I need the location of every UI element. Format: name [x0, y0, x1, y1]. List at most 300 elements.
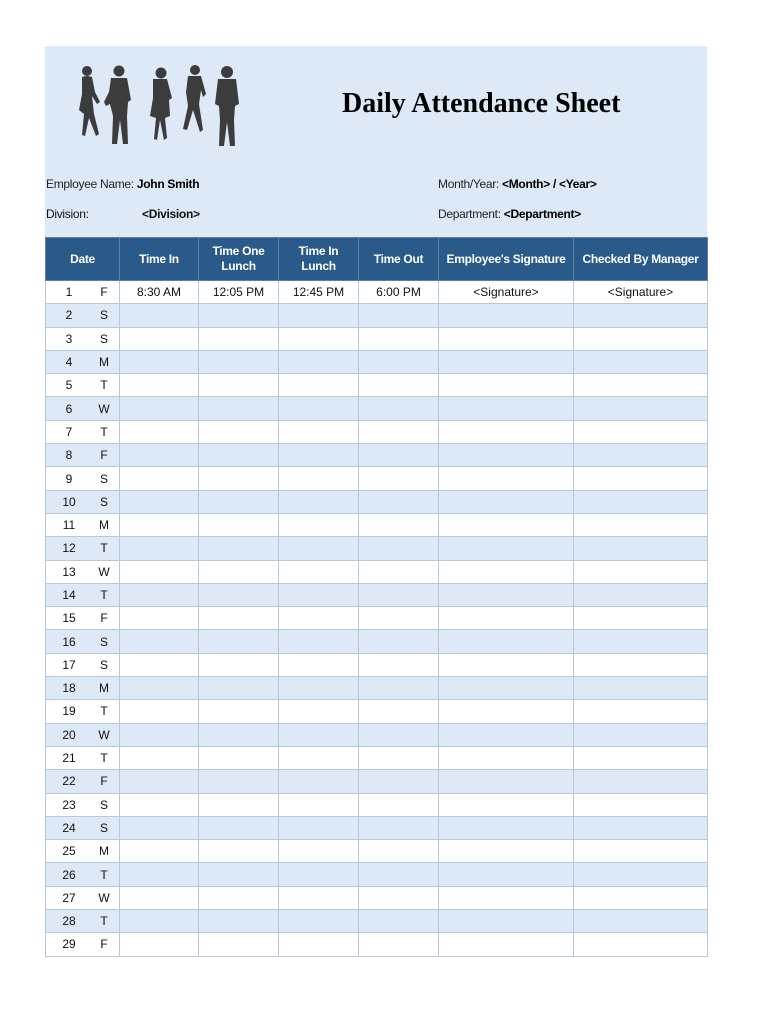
- employee-signature-cell[interactable]: [439, 537, 574, 560]
- manager-check-cell[interactable]: [574, 490, 708, 513]
- time-out-cell[interactable]: [359, 304, 439, 327]
- time-in-cell[interactable]: [120, 397, 199, 420]
- employee-signature-cell[interactable]: [439, 910, 574, 933]
- date-cell: [46, 444, 120, 467]
- table-row: [46, 793, 708, 816]
- day-number: 24: [62, 820, 76, 835]
- day-number: 19: [62, 704, 76, 719]
- date-cell: [46, 886, 120, 909]
- employee-signature-cell[interactable]: [439, 304, 574, 327]
- employee-signature-cell[interactable]: [439, 583, 574, 606]
- manager-check-cell[interactable]: [574, 420, 708, 443]
- time-one-lunch-cell[interactable]: [199, 910, 279, 933]
- time-one-lunch-cell[interactable]: [199, 374, 279, 397]
- time-out-cell[interactable]: [359, 933, 439, 956]
- time-in-lunch-cell[interactable]: [279, 770, 359, 793]
- manager-check-cell[interactable]: [574, 467, 708, 490]
- employee-signature-cell[interactable]: [439, 630, 574, 653]
- weekday-letter: T: [100, 914, 108, 929]
- manager-check-cell[interactable]: [574, 537, 708, 560]
- table-row: [46, 910, 708, 933]
- time-in-lunch-cell[interactable]: [279, 863, 359, 886]
- table-row: [46, 560, 708, 583]
- time-in-cell[interactable]: 8:30 AM: [120, 281, 199, 304]
- time-out-cell[interactable]: [359, 583, 439, 606]
- day-number: 7: [65, 424, 73, 439]
- time-in-cell[interactable]: [120, 863, 199, 886]
- date-cell: [46, 397, 120, 420]
- table-row: [46, 746, 708, 769]
- time-out-cell[interactable]: [359, 746, 439, 769]
- manager-check-cell[interactable]: [574, 653, 708, 676]
- date-cell: [46, 863, 120, 886]
- weekday-letter: M: [99, 518, 109, 533]
- employee-name-label: Employee Name:: [46, 177, 134, 191]
- weekday-letter: S: [99, 820, 108, 835]
- table-row: [46, 513, 708, 536]
- weekday-letter: W: [98, 890, 110, 905]
- column-header-time-in: Time In: [120, 238, 199, 281]
- weekday-letter: W: [98, 401, 110, 416]
- manager-check-cell[interactable]: [574, 350, 708, 373]
- time-in-cell[interactable]: [120, 840, 199, 863]
- weekday-letter: T: [100, 588, 108, 602]
- day-number: 27: [62, 890, 76, 905]
- day-number: 9: [65, 471, 73, 486]
- employee-signature-cell[interactable]: [439, 327, 574, 350]
- time-out-cell[interactable]: [359, 677, 439, 700]
- time-one-lunch-cell[interactable]: [199, 863, 279, 886]
- time-out-cell[interactable]: [359, 537, 439, 560]
- time-out-cell[interactable]: [359, 840, 439, 863]
- time-out-cell[interactable]: [359, 350, 439, 373]
- time-in-lunch-cell[interactable]: [279, 886, 359, 909]
- time-out-cell[interactable]: [359, 397, 439, 420]
- time-one-lunch-cell[interactable]: [199, 840, 279, 863]
- time-in-lunch-cell[interactable]: [279, 397, 359, 420]
- weekday-letter: S: [99, 494, 108, 509]
- table-row: [46, 816, 708, 839]
- time-out-cell[interactable]: [359, 467, 439, 490]
- time-out-cell[interactable]: [359, 560, 439, 583]
- weekday-letter: T: [100, 751, 108, 766]
- table-row: [46, 607, 708, 630]
- time-in-cell[interactable]: [120, 327, 199, 350]
- date-cell: [46, 933, 120, 956]
- time-one-lunch-cell[interactable]: [199, 770, 279, 793]
- date-cell: [46, 560, 120, 583]
- employee-name-field: [46, 177, 199, 191]
- date-cell: [46, 607, 120, 630]
- time-one-lunch-cell[interactable]: [199, 700, 279, 723]
- time-in-lunch-cell[interactable]: [279, 910, 359, 933]
- day-number: 6: [65, 401, 73, 416]
- table-row: [46, 723, 708, 746]
- time-in-cell[interactable]: [120, 793, 199, 816]
- time-out-cell[interactable]: [359, 327, 439, 350]
- time-in-cell[interactable]: [120, 910, 199, 933]
- time-in-lunch-cell[interactable]: [279, 630, 359, 653]
- attendance-table: [45, 237, 708, 957]
- manager-check-cell[interactable]: [574, 700, 708, 723]
- time-one-lunch-cell[interactable]: [199, 350, 279, 373]
- day-number: 8: [65, 448, 73, 463]
- time-one-lunch-cell[interactable]: [199, 537, 279, 560]
- time-one-lunch-cell[interactable]: [199, 583, 279, 606]
- time-one-lunch-cell[interactable]: [199, 513, 279, 536]
- date-cell: [46, 816, 120, 839]
- employee-signature-cell[interactable]: [439, 350, 574, 373]
- date-cell: [46, 910, 120, 933]
- time-one-lunch-cell[interactable]: [199, 746, 279, 769]
- date-cell: [46, 653, 120, 676]
- manager-check-cell[interactable]: [574, 840, 708, 863]
- time-in-lunch-cell[interactable]: [279, 467, 359, 490]
- employee-signature-cell[interactable]: [439, 467, 574, 490]
- manager-check-cell[interactable]: [574, 910, 708, 933]
- table-header-row: [46, 238, 708, 281]
- date-cell: [46, 630, 120, 653]
- time-in-lunch-cell[interactable]: [279, 327, 359, 350]
- weekday-letter: F: [100, 285, 108, 300]
- weekday-letter: M: [99, 681, 109, 696]
- day-number: 5: [65, 378, 73, 393]
- time-one-lunch-cell[interactable]: [199, 467, 279, 490]
- manager-check-cell[interactable]: [574, 397, 708, 420]
- date-cell: [46, 490, 120, 513]
- time-one-lunch-cell[interactable]: [199, 886, 279, 909]
- manager-check-cell[interactable]: [574, 863, 708, 886]
- date-cell: [46, 583, 120, 606]
- time-out-cell[interactable]: [359, 863, 439, 886]
- employee-signature-cell[interactable]: [439, 746, 574, 769]
- weekday-letter: S: [99, 657, 108, 672]
- employee-signature-cell[interactable]: [439, 397, 574, 420]
- time-out-cell[interactable]: [359, 723, 439, 746]
- time-one-lunch-cell[interactable]: [199, 677, 279, 700]
- day-number: 20: [62, 727, 76, 742]
- table-row: [46, 444, 708, 467]
- time-one-lunch-cell[interactable]: [199, 444, 279, 467]
- manager-check-cell[interactable]: [574, 513, 708, 536]
- table-row: [46, 933, 708, 956]
- time-one-lunch-cell[interactable]: [199, 816, 279, 839]
- weekday-letter: S: [99, 331, 108, 346]
- time-out-cell[interactable]: [359, 770, 439, 793]
- weekday-letter: F: [100, 448, 108, 463]
- time-out-cell[interactable]: [359, 886, 439, 909]
- department-value: <Department>: [503, 207, 581, 221]
- manager-check-cell[interactable]: [574, 816, 708, 839]
- column-header-time-one-lunch: Time One Lunch: [199, 238, 279, 281]
- time-in-cell[interactable]: [120, 444, 199, 467]
- column-header-time-in-lunch: Time In Lunch: [279, 238, 359, 281]
- department-field: [438, 207, 581, 221]
- time-in-cell[interactable]: [120, 304, 199, 327]
- date-cell: [46, 374, 120, 397]
- day-number: 21: [62, 751, 76, 766]
- time-one-lunch-cell[interactable]: [199, 723, 279, 746]
- division-value: <Division>: [142, 207, 200, 221]
- employee-signature-cell[interactable]: [439, 886, 574, 909]
- table-row: [46, 863, 708, 886]
- weekday-letter: T: [100, 424, 108, 439]
- manager-check-cell[interactable]: [574, 886, 708, 909]
- date-cell: [46, 746, 120, 769]
- employee-signature-cell[interactable]: [439, 677, 574, 700]
- table-row: [46, 583, 708, 606]
- table-row: [46, 653, 708, 676]
- time-in-lunch-cell[interactable]: 12:45 PM: [279, 281, 359, 304]
- manager-check-cell[interactable]: [574, 304, 708, 327]
- time-in-lunch-cell[interactable]: [279, 374, 359, 397]
- date-cell: [46, 327, 120, 350]
- manager-check-cell[interactable]: [574, 723, 708, 746]
- column-header-time-out: Time Out: [359, 238, 439, 281]
- employee-signature-cell[interactable]: [439, 863, 574, 886]
- time-in-cell[interactable]: [120, 886, 199, 909]
- day-number: 3: [65, 331, 73, 346]
- sheet-header: [45, 46, 707, 237]
- day-number: 13: [62, 564, 76, 579]
- employee-signature-cell[interactable]: [439, 607, 574, 630]
- manager-check-cell[interactable]: [574, 583, 708, 606]
- employee-signature-cell[interactable]: [439, 444, 574, 467]
- date-cell: [46, 840, 120, 863]
- column-header-checked-by-manager: Checked By Manager: [574, 238, 708, 281]
- time-out-cell[interactable]: [359, 490, 439, 513]
- time-one-lunch-cell[interactable]: [199, 793, 279, 816]
- weekday-letter: T: [100, 704, 108, 719]
- table-row: [46, 490, 708, 513]
- time-in-cell[interactable]: [120, 653, 199, 676]
- weekday-letter: F: [100, 611, 108, 626]
- day-number: 15: [62, 611, 76, 626]
- day-number: 26: [62, 867, 76, 882]
- date-cell: [46, 677, 120, 700]
- table-row: [46, 886, 708, 909]
- manager-check-cell[interactable]: [574, 607, 708, 630]
- table-row: [46, 397, 708, 420]
- time-in-cell[interactable]: [120, 723, 199, 746]
- time-in-cell[interactable]: [120, 467, 199, 490]
- table-row: [46, 304, 708, 327]
- time-in-cell[interactable]: [120, 537, 199, 560]
- time-in-cell[interactable]: [120, 560, 199, 583]
- weekday-letter: S: [99, 471, 108, 486]
- manager-check-cell[interactable]: [574, 374, 708, 397]
- employee-signature-cell[interactable]: [439, 653, 574, 676]
- time-one-lunch-cell[interactable]: [199, 420, 279, 443]
- employee-signature-cell[interactable]: [439, 374, 574, 397]
- day-number: 10: [62, 494, 76, 509]
- time-one-lunch-cell[interactable]: [199, 490, 279, 513]
- date-cell: [46, 304, 120, 327]
- time-in-cell[interactable]: [120, 583, 199, 606]
- column-header-employee-signature: Employee's Signature: [439, 238, 574, 281]
- employee-signature-cell[interactable]: <Signature>: [439, 281, 574, 304]
- employee-signature-cell[interactable]: [439, 816, 574, 839]
- weekday-letter: W: [98, 727, 110, 742]
- date-cell: [46, 467, 120, 490]
- employee-name-value: John Smith: [136, 177, 200, 191]
- day-number: 17: [62, 657, 76, 672]
- date-cell: [46, 350, 120, 373]
- manager-check-cell[interactable]: [574, 793, 708, 816]
- time-in-lunch-cell[interactable]: [279, 350, 359, 373]
- table-row: [46, 840, 708, 863]
- table-row: [46, 677, 708, 700]
- day-number: 22: [62, 774, 76, 789]
- time-out-cell[interactable]: [359, 444, 439, 467]
- time-in-lunch-cell[interactable]: [279, 560, 359, 583]
- date-cell: [46, 537, 120, 560]
- time-in-cell[interactable]: [120, 513, 199, 536]
- time-in-lunch-cell[interactable]: [279, 677, 359, 700]
- weekday-letter: T: [100, 378, 108, 393]
- weekday-letter: S: [99, 308, 108, 323]
- date-cell: [46, 513, 120, 536]
- time-in-lunch-cell[interactable]: [279, 607, 359, 630]
- time-out-cell[interactable]: [359, 607, 439, 630]
- attendance-sheet: [45, 46, 707, 957]
- manager-check-cell[interactable]: [574, 630, 708, 653]
- time-in-cell[interactable]: [120, 700, 199, 723]
- time-one-lunch-cell[interactable]: [199, 630, 279, 653]
- table-row: [46, 770, 708, 793]
- time-in-lunch-cell[interactable]: [279, 840, 359, 863]
- day-number: 18: [62, 681, 76, 696]
- weekday-letter: S: [99, 797, 108, 812]
- time-out-cell[interactable]: 6:00 PM: [359, 281, 439, 304]
- manager-check-cell[interactable]: [574, 677, 708, 700]
- weekday-letter: M: [99, 844, 109, 859]
- employee-signature-cell[interactable]: [439, 700, 574, 723]
- column-header-date: Date: [46, 238, 120, 281]
- time-one-lunch-cell[interactable]: [199, 933, 279, 956]
- manager-check-cell[interactable]: [574, 933, 708, 956]
- time-in-cell[interactable]: [120, 630, 199, 653]
- weekday-letter: F: [100, 774, 108, 789]
- time-out-cell[interactable]: [359, 420, 439, 443]
- date-cell: [46, 793, 120, 816]
- manager-check-cell[interactable]: [574, 444, 708, 467]
- time-in-cell[interactable]: [120, 770, 199, 793]
- time-out-cell[interactable]: [359, 374, 439, 397]
- time-in-lunch-cell[interactable]: [279, 723, 359, 746]
- time-one-lunch-cell[interactable]: [199, 304, 279, 327]
- time-in-cell[interactable]: [120, 420, 199, 443]
- date-cell: [46, 723, 120, 746]
- employee-signature-cell[interactable]: [439, 840, 574, 863]
- time-in-lunch-cell[interactable]: [279, 583, 359, 606]
- manager-check-cell[interactable]: <Signature>: [574, 281, 708, 304]
- table-row: [46, 281, 708, 304]
- time-out-cell[interactable]: [359, 630, 439, 653]
- time-out-cell[interactable]: [359, 816, 439, 839]
- day-number: 4: [65, 355, 73, 370]
- day-number: 12: [62, 541, 76, 556]
- time-out-cell[interactable]: [359, 513, 439, 536]
- weekday-letter: M: [99, 355, 109, 370]
- time-in-lunch-cell[interactable]: [279, 490, 359, 513]
- employee-signature-cell[interactable]: [439, 770, 574, 793]
- time-in-lunch-cell[interactable]: [279, 420, 359, 443]
- time-in-cell[interactable]: [120, 374, 199, 397]
- time-out-cell[interactable]: [359, 910, 439, 933]
- manager-check-cell[interactable]: [574, 560, 708, 583]
- time-in-lunch-cell[interactable]: [279, 653, 359, 676]
- time-one-lunch-cell[interactable]: [199, 607, 279, 630]
- weekday-letter: W: [98, 564, 110, 579]
- date-cell: [46, 700, 120, 723]
- weekday-letter: T: [100, 541, 108, 556]
- date-cell: [46, 770, 120, 793]
- table-row: [46, 700, 708, 723]
- time-in-cell[interactable]: [120, 746, 199, 769]
- time-one-lunch-cell[interactable]: [199, 560, 279, 583]
- weekday-letter: T: [100, 867, 108, 882]
- time-in-lunch-cell[interactable]: [279, 444, 359, 467]
- table-row: [46, 630, 708, 653]
- day-number: 23: [62, 797, 76, 812]
- time-one-lunch-cell[interactable]: [199, 653, 279, 676]
- employee-signature-cell[interactable]: [439, 933, 574, 956]
- time-one-lunch-cell[interactable]: [199, 397, 279, 420]
- time-in-cell[interactable]: [120, 677, 199, 700]
- weekday-letter: F: [100, 937, 108, 952]
- time-in-lunch-cell[interactable]: [279, 933, 359, 956]
- time-in-lunch-cell[interactable]: [279, 700, 359, 723]
- time-in-lunch-cell[interactable]: [279, 304, 359, 327]
- day-number: 16: [62, 634, 76, 649]
- table-row: [46, 327, 708, 350]
- employee-signature-cell[interactable]: [439, 793, 574, 816]
- division-label: Division:: [46, 207, 89, 221]
- time-in-cell[interactable]: [120, 816, 199, 839]
- employee-signature-cell[interactable]: [439, 723, 574, 746]
- department-label: Department:: [438, 207, 501, 221]
- employee-signature-cell[interactable]: [439, 420, 574, 443]
- employee-signature-cell[interactable]: [439, 490, 574, 513]
- time-in-cell[interactable]: [120, 490, 199, 513]
- time-in-lunch-cell[interactable]: [279, 746, 359, 769]
- time-in-cell[interactable]: [120, 933, 199, 956]
- manager-check-cell[interactable]: [574, 746, 708, 769]
- month-year-field: [438, 177, 597, 191]
- manager-check-cell[interactable]: [574, 327, 708, 350]
- day-number: 14: [62, 588, 76, 602]
- table-row: [46, 537, 708, 560]
- time-one-lunch-cell[interactable]: [199, 327, 279, 350]
- time-in-cell[interactable]: [120, 607, 199, 630]
- time-in-lunch-cell[interactable]: [279, 816, 359, 839]
- time-in-lunch-cell[interactable]: [279, 793, 359, 816]
- time-out-cell[interactable]: [359, 700, 439, 723]
- time-one-lunch-cell[interactable]: 12:05 PM: [199, 281, 279, 304]
- day-number: 28: [62, 914, 76, 929]
- employee-signature-cell[interactable]: [439, 513, 574, 536]
- employee-signature-cell[interactable]: [439, 560, 574, 583]
- time-in-lunch-cell[interactable]: [279, 537, 359, 560]
- time-in-cell[interactable]: [120, 350, 199, 373]
- manager-check-cell[interactable]: [574, 770, 708, 793]
- time-in-lunch-cell[interactable]: [279, 513, 359, 536]
- business-people-silhouettes-icon: [73, 64, 243, 152]
- time-out-cell[interactable]: [359, 653, 439, 676]
- day-number: 29: [62, 937, 76, 952]
- time-out-cell[interactable]: [359, 793, 439, 816]
